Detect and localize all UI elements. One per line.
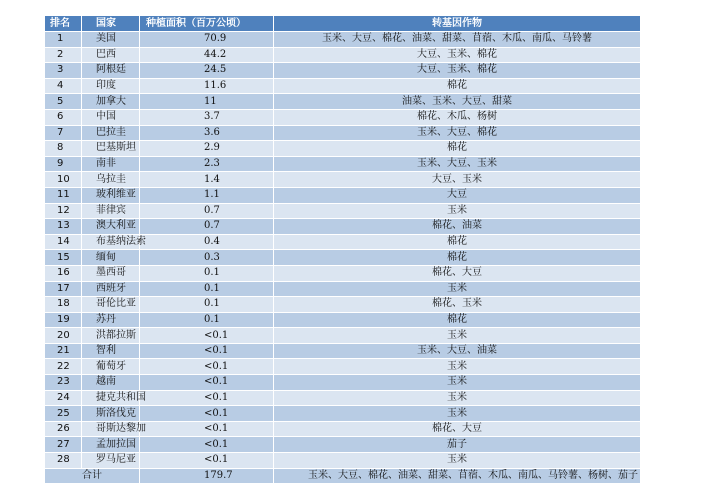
cell-crops: 玉米	[274, 390, 641, 406]
cell-crops: 大豆	[274, 187, 641, 203]
header-crops: 转基因作物	[274, 16, 641, 32]
cell-rank: 17	[45, 281, 82, 297]
table-row	[45, 125, 641, 141]
cell-crops: 玉米	[274, 453, 641, 469]
cell-area: 2.3	[140, 156, 274, 172]
cell-area: 44.2	[140, 47, 274, 63]
cell-rank: 18	[45, 297, 82, 313]
table-row	[45, 281, 641, 297]
table-row	[45, 453, 641, 469]
table-row	[45, 47, 641, 63]
cell-rank: 25	[45, 406, 82, 422]
table-row	[45, 187, 641, 203]
cell-rank: 26	[45, 421, 82, 437]
cell-rank: 9	[45, 156, 82, 172]
cell-rank: 4	[45, 78, 82, 94]
cell-area: 3.7	[140, 109, 274, 125]
cell-country: 南非	[82, 156, 140, 172]
cell-rank: 22	[45, 359, 82, 375]
cell-country: 巴基斯坦	[82, 141, 140, 157]
table-row	[45, 78, 641, 94]
cell-crops: 玉米	[274, 281, 641, 297]
cell-country: 中国	[82, 109, 140, 125]
cell-rank: 10	[45, 172, 82, 188]
cell-country: 苏丹	[82, 312, 140, 328]
cell-rank: 2	[45, 47, 82, 63]
cell-area: 0.7	[140, 203, 274, 219]
cell-rank: 11	[45, 187, 82, 203]
table-row	[45, 63, 641, 79]
cell-country: 洪都拉斯	[82, 328, 140, 344]
cell-area: <0.1	[140, 343, 274, 359]
cell-country: 澳大利亚	[82, 219, 140, 235]
cell-crops: 棉花	[274, 234, 641, 250]
cell-country: 斯洛伐克	[82, 406, 140, 422]
cell-country: 缅甸	[82, 250, 140, 266]
table-row	[45, 172, 641, 188]
table-row	[45, 141, 641, 157]
cell-country: 巴西	[82, 47, 140, 63]
cell-crops: 玉米	[274, 328, 641, 344]
cell-area: 0.1	[140, 312, 274, 328]
cell-country: 罗马尼亚	[82, 453, 140, 469]
cell-area: 1.1	[140, 187, 274, 203]
total-area: 179.7	[140, 468, 274, 484]
table-row	[45, 297, 641, 313]
cell-rank: 14	[45, 234, 82, 250]
cell-rank: 21	[45, 343, 82, 359]
cell-country: 玻利维亚	[82, 187, 140, 203]
table-row	[45, 265, 641, 281]
cell-rank: 20	[45, 328, 82, 344]
cell-country: 乌拉圭	[82, 172, 140, 188]
cell-rank: 27	[45, 437, 82, 453]
table-row	[45, 421, 641, 437]
cell-area: <0.1	[140, 390, 274, 406]
cell-rank: 23	[45, 375, 82, 391]
cell-country: 孟加拉国	[82, 437, 140, 453]
cell-crops: 棉花	[274, 141, 641, 157]
cell-area: 11.6	[140, 78, 274, 94]
cell-area: 0.1	[140, 281, 274, 297]
cell-crops: 玉米	[274, 406, 641, 422]
cell-area: 0.1	[140, 297, 274, 313]
cell-crops: 棉花、大豆	[274, 265, 641, 281]
cell-crops: 棉花	[274, 250, 641, 266]
cell-area: <0.1	[140, 453, 274, 469]
cell-crops: 棉花、木瓜、杨树	[274, 109, 641, 125]
cell-rank: 19	[45, 312, 82, 328]
total-label: 合计	[45, 468, 140, 484]
cell-country: 加拿大	[82, 94, 140, 110]
table-row	[45, 375, 641, 391]
cell-rank: 6	[45, 109, 82, 125]
cell-country: 越南	[82, 375, 140, 391]
cell-country: 美国	[82, 32, 140, 48]
cell-area: <0.1	[140, 328, 274, 344]
table-row	[45, 219, 641, 235]
table-row	[45, 234, 641, 250]
cell-rank: 3	[45, 63, 82, 79]
header-rank: 排名	[45, 16, 82, 32]
table-row	[45, 94, 641, 110]
cell-rank: 24	[45, 390, 82, 406]
cell-area: 3.6	[140, 125, 274, 141]
header-area: 种植面积（百万公顷）	[140, 16, 274, 32]
cell-rank: 13	[45, 219, 82, 235]
total-crops: 玉米、大豆、棉花、油菜、甜菜、苜蓿、木瓜、南瓜、马铃薯、杨树、茄子	[274, 468, 641, 484]
cell-crops: 玉米	[274, 375, 641, 391]
table-body	[45, 32, 641, 469]
cell-country: 阿根廷	[82, 63, 140, 79]
cell-rank: 28	[45, 453, 82, 469]
cell-area: 70.9	[140, 32, 274, 48]
cell-area: 0.4	[140, 234, 274, 250]
table-row	[45, 109, 641, 125]
cell-crops: 茄子	[274, 437, 641, 453]
cell-rank: 12	[45, 203, 82, 219]
cell-country: 哥伦比亚	[82, 297, 140, 313]
cell-country: 哥斯达黎加	[82, 421, 140, 437]
cell-rank: 16	[45, 265, 82, 281]
cell-crops: 棉花、玉米	[274, 297, 641, 313]
cell-crops: 大豆、玉米	[274, 172, 641, 188]
cell-rank: 8	[45, 141, 82, 157]
cell-area: <0.1	[140, 375, 274, 391]
total-row	[45, 468, 641, 484]
cell-rank: 1	[45, 32, 82, 48]
cell-rank: 5	[45, 94, 82, 110]
cell-country: 智利	[82, 343, 140, 359]
cell-area: 11	[140, 94, 274, 110]
cell-crops: 大豆、玉米、棉花	[274, 63, 641, 79]
table-header-row	[45, 16, 641, 32]
cell-crops: 棉花	[274, 78, 641, 94]
cell-area: <0.1	[140, 406, 274, 422]
cell-area: <0.1	[140, 421, 274, 437]
cell-country: 印度	[82, 78, 140, 94]
cell-crops: 大豆、玉米、棉花	[274, 47, 641, 63]
table-row	[45, 328, 641, 344]
table-row	[45, 32, 641, 48]
cell-area: 0.1	[140, 265, 274, 281]
table-row	[45, 390, 641, 406]
cell-crops: 油菜、玉米、大豆、甜菜	[274, 94, 641, 110]
cell-area: 0.7	[140, 219, 274, 235]
gmo-crop-area-table	[44, 15, 641, 484]
cell-country: 葡萄牙	[82, 359, 140, 375]
cell-crops: 棉花、大豆	[274, 421, 641, 437]
header-country: 国家	[82, 16, 140, 32]
cell-area: 1.4	[140, 172, 274, 188]
cell-rank: 7	[45, 125, 82, 141]
table-row	[45, 343, 641, 359]
cell-country: 菲律宾	[82, 203, 140, 219]
cell-country: 西班牙	[82, 281, 140, 297]
cell-crops: 玉米	[274, 203, 641, 219]
table-row	[45, 250, 641, 266]
cell-crops: 玉米、大豆、油菜	[274, 343, 641, 359]
cell-country: 巴拉圭	[82, 125, 140, 141]
cell-crops: 玉米、大豆、棉花	[274, 125, 641, 141]
table-row	[45, 406, 641, 422]
table-row	[45, 203, 641, 219]
table-row	[45, 312, 641, 328]
cell-crops: 玉米	[274, 359, 641, 375]
cell-area: <0.1	[140, 359, 274, 375]
cell-crops: 玉米、大豆、玉米	[274, 156, 641, 172]
cell-area: 0.3	[140, 250, 274, 266]
table-row	[45, 437, 641, 453]
cell-country: 墨西哥	[82, 265, 140, 281]
cell-area: 2.9	[140, 141, 274, 157]
cell-area: <0.1	[140, 437, 274, 453]
cell-crops: 棉花、油菜	[274, 219, 641, 235]
cell-country: 布基纳法索	[82, 234, 140, 250]
cell-crops: 玉米、大豆、棉花、油菜、甜菜、苜蓿、木瓜、南瓜、马铃薯	[274, 32, 641, 48]
cell-rank: 15	[45, 250, 82, 266]
table-row	[45, 359, 641, 375]
cell-area: 24.5	[140, 63, 274, 79]
cell-country: 捷克共和国	[82, 390, 140, 406]
table-row	[45, 156, 641, 172]
cell-crops: 棉花	[274, 312, 641, 328]
